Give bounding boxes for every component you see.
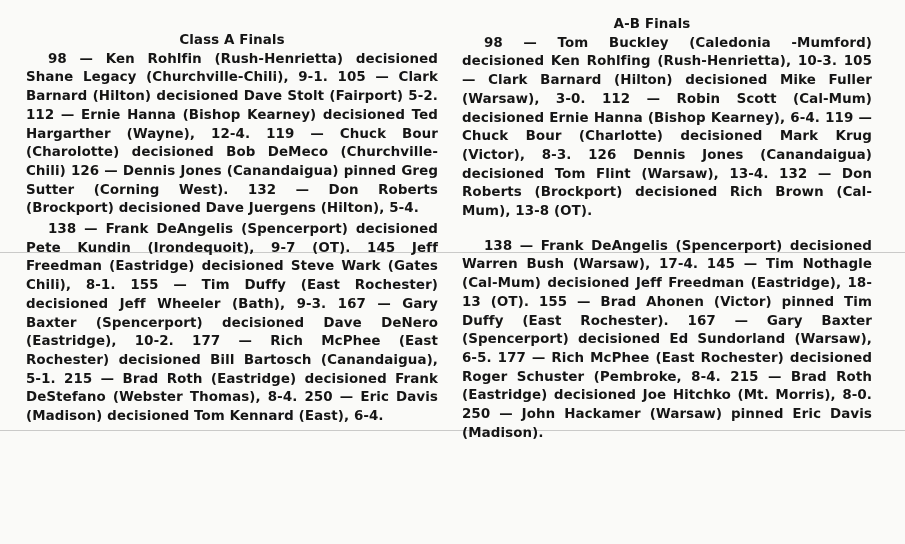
a-b-finals-heading: A-B Finals [613,17,691,32]
class-a-results-paragraph-1: 98 — Ken Rohlfin (Rush-Henrietta) decisioned Shane Legacy (Churchville-Chili), 9-1. 105 — Clark Barnard (Hilton) decisioned Dave Stolt (Fairport) 5-2. 112 — Ernie Hanna (Bishop Kearney) decisioned Ted Hargarther (Wayne), 12-4. 119 — Chuck Bour (Charolotte) decisioned Bob DeMeco (Churchville-Chili) 126 — Dennis Jones (Canandaigua) pinned Greg Sutter (Corning West). 132 — Don Roberts (Brockport) decisioned Dave Juergens (Hilton), 5-4. [26,51,438,217]
class-a-results-paragraph-2: 138 — Frank DeAngelis (Spencerport) decisioned Pete Kundin (Irondequoit), 9-7 (OT). 145 Jeff Freedman (Eastridge) decisioned Steve Wark (Gates Chili), 8-1. 155 — Tim Duffy (East Rochester) decisioned Jeff Wheeler (Bath), 9-3. 167 — Gary Baxter (Spencerport) decisioned Dave DeNero (Eastridge), 10-2. 177 — Rich McPhee (East Rochester) decisioned Bill Bartosch (Canandaigua), 5-1. 215 — Brad Roth (Eastridge) decisioned Frank DeStefano (Webster Thomas), 8-4. 250 — Eric Davis (Madison) decisioned Tom Kennard (East), 6-4. [26,222,438,425]
a-b-results-paragraph-2: 138 — Frank DeAngelis (Spencerport) decisioned Warren Bush (Warsaw), 17-4. 145 — Tim Nothagle (Cal-Mum) decisioned Jeff Freedman (Eastridge), 18-13 (OT). 155 — Brad Ahonen (Victor) pinned Tim Duffy (East Rochester). 167 — Gary Baxter (Spencerport) decisioned Ed Sundorland (Warsaw), 6-5. 177 — Rich McPhee (East Rochester) decisioned Roger Schuster (Pembroke, 8-4. 215 — Brad Roth (Eastridge) decisioned Joe Hitchko (Mt. Morris), 8-0. 250 — John Hackamer (Warsaw) pinned Eric Davis (Madison). [462,238,872,441]
class-a-finals-column [26,14,438,427]
a-b-finals-column [462,14,872,443]
class-a-finals-heading: Class A Finals [179,33,285,48]
a-b-results-paragraph-1: 98 — Tom Buckley (Caledonia -Mumford) decisioned Ken Rohlfing (Rush-Henrietta), 10-3. 105 — Clark Barnard (Hilton) decisioned Mike Fuller (Warsaw), 3-0. 112 — Robin Scott (Cal-Mum) decisioned Ernie Hanna (Bishop Kearney), 6-4. 119 — Chuck Bour (Charlotte) decisioned Mark Krug (Victor), 8-3. 126 Dennis Jones (Canandaigua) decisioned Tom Flint (Warsaw), 13-4. 132 — Don Roberts (Brockport) decisioned Rich Brown (Cal-Mum), 13-8 (OT). [462,35,872,220]
